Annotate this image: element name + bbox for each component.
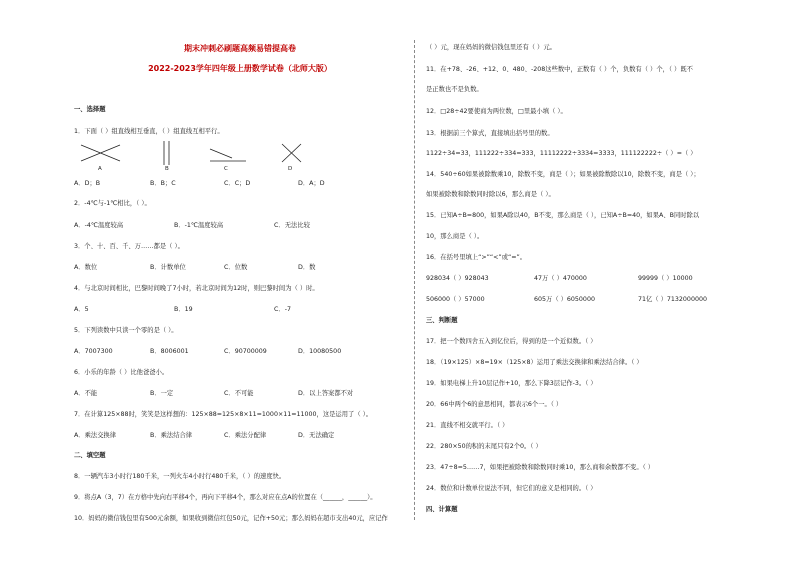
question-22: 22．280×50的积的末尾只有2个0。（ ） bbox=[426, 443, 542, 450]
exam-subtitle: 2022-2023学年四年级上册数学试卷（北师大版） bbox=[148, 64, 332, 73]
q7-option-d[interactable]: D．无法确定 bbox=[298, 432, 335, 439]
q4-option-c[interactable]: C．-7 bbox=[274, 306, 291, 313]
question-4: 4．与北京时间相比，巴黎时间晚了7小时，若北京时间为12时，则巴黎时间为（ ）时。 bbox=[74, 285, 319, 292]
q16-compare-3[interactable]: 99999（ ）10000 bbox=[638, 275, 693, 282]
q3-option-c[interactable]: C．位数 bbox=[224, 264, 248, 271]
q7-option-b[interactable]: B．乘法结合律 bbox=[150, 432, 193, 439]
figure-c-lines bbox=[208, 144, 248, 164]
section-heading-fill: 二、填空题 bbox=[74, 452, 106, 459]
q16-compare-4[interactable]: 506000（ ）57000 bbox=[426, 296, 485, 303]
figure-label-d: D bbox=[288, 166, 293, 172]
q1-option-d[interactable]: D．A；D bbox=[298, 180, 325, 187]
question-16-row-1 bbox=[426, 275, 766, 283]
question-15-part-a: 15．已知A÷B=800，如果A除以40，B不变，那么商是（ ），已知A÷B=40，如果A、B同时除以 bbox=[426, 212, 700, 219]
q2-option-a[interactable]: A．-4℃温度较高 bbox=[74, 222, 124, 229]
q7-option-a[interactable]: A．乘法交换律 bbox=[74, 432, 117, 439]
question-13-part-b: 1122÷34=33，111222÷334=333，11112222÷3334=3333，111122222÷（ ）=（ ） bbox=[426, 150, 697, 157]
section-heading-judge: 三、判断题 bbox=[426, 317, 458, 324]
q2-option-b[interactable]: B．-1℃温度较高 bbox=[174, 222, 224, 229]
question-3: 3．个、十、百、千、万……都是（ ）。 bbox=[74, 243, 184, 250]
question-11-part-b: 是正数也不是负数。 bbox=[426, 86, 483, 93]
question-11-part-a: 11．在+78、-26、+12、0、480、-208这些数中，正数有（ ）个，负数有（ ）个，（ ）既不 bbox=[426, 66, 693, 73]
question-9: 9．将点A（3，7）在方格中先向右平移4个，再向下平移4个，那么对应在点A的位置在（______，______）。 bbox=[74, 494, 377, 501]
q5-option-d[interactable]: D．10080500 bbox=[298, 348, 342, 355]
question-17: 17．把一个数四舍五入到亿位后，得到的是一个近似数。（ ） bbox=[426, 338, 597, 345]
q6-option-d[interactable]: D．以上答案都不对 bbox=[298, 390, 354, 397]
q3-option-a[interactable]: A．数位 bbox=[74, 264, 98, 271]
section-heading-calc: 四、计算题 bbox=[426, 506, 458, 513]
q5-option-a[interactable]: A．7007300 bbox=[74, 348, 113, 355]
question-21: 21．直线不相交就平行。（ ） bbox=[426, 422, 509, 429]
question-24: 24．数位和计数单位说法不同，但它们的意义是相同的。（ ） bbox=[426, 485, 597, 492]
figure-label-b: B bbox=[165, 166, 169, 172]
question-14-part-a: 14．540÷60如果被除数乘10，除数不变，商是（ ）；如果被除数除以10，除数不变，商是（ ）； bbox=[426, 171, 700, 178]
figure-label-c: C bbox=[224, 166, 228, 172]
q16-compare-6[interactable]: 71亿（ ）7132000000 bbox=[638, 296, 707, 303]
question-1: 1．下面（ ）组直线相互垂直，（ ）组直线互相平行。 bbox=[74, 128, 224, 135]
figure-a-intersecting-lines bbox=[80, 142, 122, 164]
question-18: 18．（19×125）×8=19×（125×8）运用了乘法交换律和乘法结合律。（ ） bbox=[426, 359, 643, 366]
column-divider bbox=[414, 40, 415, 520]
section-heading-choice: 一、选择题 bbox=[74, 106, 106, 113]
question-5: 5．下列读数中只读一个零的是（ ）。 bbox=[74, 327, 178, 334]
question-16: 16．在括号里填上“>”“<”或“=”。 bbox=[426, 254, 527, 261]
question-2-options bbox=[74, 222, 406, 230]
question-10-part-a: 10．妈妈的微信钱包里有500元余额，如果收到微信红包50元，记作+50元；那么妈妈在超市支出40元，应记作 bbox=[74, 515, 388, 522]
q5-option-c[interactable]: C．90700009 bbox=[224, 348, 267, 355]
question-6-options bbox=[74, 390, 406, 398]
figure-d-perpendicular-lines bbox=[280, 142, 304, 164]
q1-option-a[interactable]: A．D；B bbox=[74, 180, 101, 187]
q6-option-b[interactable]: B．一定 bbox=[150, 390, 174, 397]
q7-option-c[interactable]: C．乘法分配律 bbox=[224, 432, 267, 439]
q3-option-b[interactable]: B．计数单位 bbox=[150, 264, 186, 271]
question-2: 2．-4℃与-1℃相比，（ ）。 bbox=[74, 200, 151, 207]
q16-compare-1[interactable]: 928034（ ）928043 bbox=[426, 275, 489, 282]
q3-option-d[interactable]: D．数 bbox=[298, 264, 316, 271]
question-1-options bbox=[74, 180, 406, 188]
question-7: 7．在计算125×88时，笑笑是这样想的：125×88=125×8×11=1000×11=11000，这是运用了（ ）。 bbox=[74, 411, 373, 418]
q1-option-c[interactable]: C．C；D bbox=[224, 180, 251, 187]
q16-compare-2[interactable]: 47万（ ）470000 bbox=[534, 275, 587, 282]
q1-option-b[interactable]: B．B；C bbox=[150, 180, 176, 187]
question-15-part-b: 10，那么商是（ ）。 bbox=[426, 233, 484, 240]
figure-b-parallel-lines bbox=[160, 140, 174, 166]
question-5-options bbox=[74, 348, 406, 356]
exam-title: 期末冲刺必刷题高频易错提高卷 bbox=[184, 44, 296, 53]
question-4-options bbox=[74, 306, 406, 314]
question-7-options bbox=[74, 432, 406, 440]
q5-option-b[interactable]: B．8006001 bbox=[150, 348, 189, 355]
q6-option-c[interactable]: C．不可能 bbox=[224, 390, 254, 397]
q4-option-a[interactable]: A．5 bbox=[74, 306, 89, 313]
q2-option-c[interactable]: C．无法比较 bbox=[274, 222, 310, 229]
question-20: 20．66中两个6的意思相同，都表示6个一。（ ） bbox=[426, 401, 563, 408]
question-10-part-b: （ ）元，现在妈妈的微信钱包里还有（ ）元。 bbox=[426, 44, 556, 51]
question-14-part-b: 如果被除数和除数同时除以6，那么商是（ ）。 bbox=[426, 191, 555, 198]
question-3-options bbox=[74, 264, 406, 272]
figure-label-a: A bbox=[98, 166, 102, 172]
question-13-part-a: 13．根据前三个算式，直接填出括号里的数。 bbox=[426, 130, 554, 137]
question-16-row-2 bbox=[426, 296, 766, 304]
q4-option-b[interactable]: B．19 bbox=[174, 306, 193, 313]
question-19: 19．如果电梯上升10层记作+10，那么下降3层记作-3。（ ） bbox=[426, 380, 597, 387]
q16-compare-5[interactable]: 605万（ ）6050000 bbox=[534, 296, 595, 303]
question-12: 12．□28÷42要使商为两位数，□里最小填（ ）。 bbox=[426, 108, 567, 115]
q6-option-a[interactable]: A．不能 bbox=[74, 390, 98, 397]
question-23: 23．47÷8=5……7，如果把被除数和除数同时乘10，那么商和余数都不变。（ ） bbox=[426, 464, 655, 471]
question-6: 6．小乐的年龄（ ）比他爸爸小。 bbox=[74, 369, 169, 376]
question-8: 8．一辆汽车3小时行180千米，一列火车4小时行480千米，（ ）的速度快。 bbox=[74, 473, 286, 480]
